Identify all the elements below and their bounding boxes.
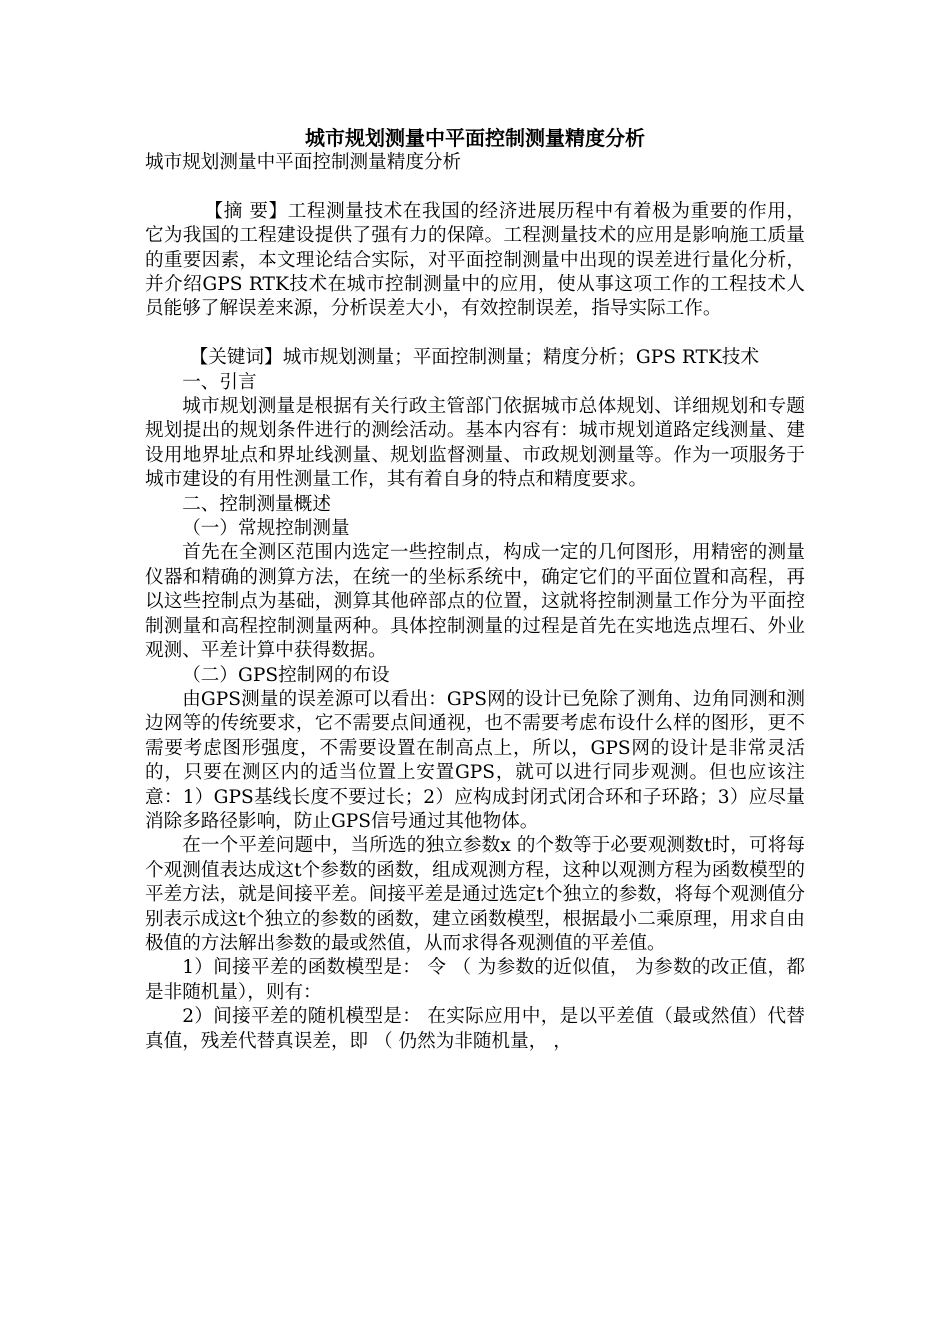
- functional-model-paragraph: 1）间接平差的函数模型是： 令 （ 为参数的近似值， 为参数的改正值，都是非随机量），则有：: [145, 957, 805, 1003]
- abstract-paragraph: 【摘 要】工程测量技术在我国的经济进展历程中有着极为重要的作用，它为我国的工程建设提供了强有力的保障。工程测量技术的应用是影响施工质量的重要因素，本文理论结合实际，对平面控制测量中出现的误差进行量化分析，并介绍GPS RTK技术在城市控制测量中的应用，使从事这项工作的工程技术人员能够了解误差来源，分析误差大小，有效控制误差，指导实际工作。: [145, 200, 805, 320]
- section-heading-introduction: 一、引言: [182, 371, 257, 393]
- keywords-paragraph: 【关键词】城市规划测量；平面控制测量；精度分析；GPS RTK技术: [189, 347, 760, 369]
- subsection-heading-gps-network: （二）GPS控制网的布设: [182, 664, 390, 686]
- stochastic-model-paragraph: 2）间接平差的随机模型是： 在实际应用中，是以平差值（最或然值）代替真值，残差代替真误差，即 （ 仍然为非随机量， ，: [145, 1006, 805, 1052]
- document-page: [145, 125, 805, 1054]
- subsection-heading-conventional: （一）常规控制测量: [182, 518, 350, 540]
- blank-line: [145, 322, 805, 346]
- gps-network-paragraph: 由GPS测量的误差源可以看出：GPS网的设计已免除了测角、边角同测和测边网等的传统要求，它不需要点间通视，也不需要考虑布设什么样的图形，更不需要考虑图形强度，不需要设置在制高点上，所以，GPS网的设计是非常灵活的，只要在测区内的适当位置上安置GPS，就可以进行同步观测。但也应该注意：1）GPS基线长度不要过长；2）应构成封闭式闭合环和子环路；3）应尽量消除多路径影响，防止GPS信号通过其他物体。: [145, 688, 805, 832]
- document-title: 城市规划测量中平面控制测量精度分析: [305, 126, 645, 150]
- section-heading-control-survey: 二、控制测量概述: [182, 493, 331, 515]
- blank-line: [145, 175, 805, 199]
- introduction-paragraph: 城市规划测量是根据有关行政主管部门依据城市总体规划、详细规划和专题规划提出的规划条件进行的测绘活动。基本内容有：城市规划道路定线测量、建设用地界址点和界址线测量、规划监督测量、市政规划测量等。作为一项服务于城市建设的有用性测量工作，其有着自身的特点和精度要求。: [145, 396, 805, 491]
- indirect-adjustment-paragraph: 在一个平差问题中，当所选的独立参数x 的个数等于必要观测数t时，可将每个观测值表达成这t个参数的函数，组成观测方程，这种以观测方程为函数模型的平差方法，就是间接平差。间接平差是通过选定t个独立的参数，将每个观测值分别表示成这t个独立的参数的函数，建立函数模型，根据最小二乘原理，用求自由极值的方法解出参数的最或然值，从而求得各观测值的平差值。: [145, 835, 805, 954]
- conventional-survey-paragraph: 首先在全测区范围内选定一些控制点，构成一定的几何图形，用精密的测量仪器和精确的测算方法，在统一的坐标系统中，确定它们的平面位置和高程，再以这些控制点为基础，测算其他碎部点的位置，这就将控制测量工作分为平面控制测量和高程控制测量两种。具体控制测量的过程是首先在实地选点埋石、外业观测、平差计算中获得数据。: [145, 542, 805, 662]
- document-subtitle: 城市规划测量中平面控制测量精度分析: [145, 152, 462, 173]
